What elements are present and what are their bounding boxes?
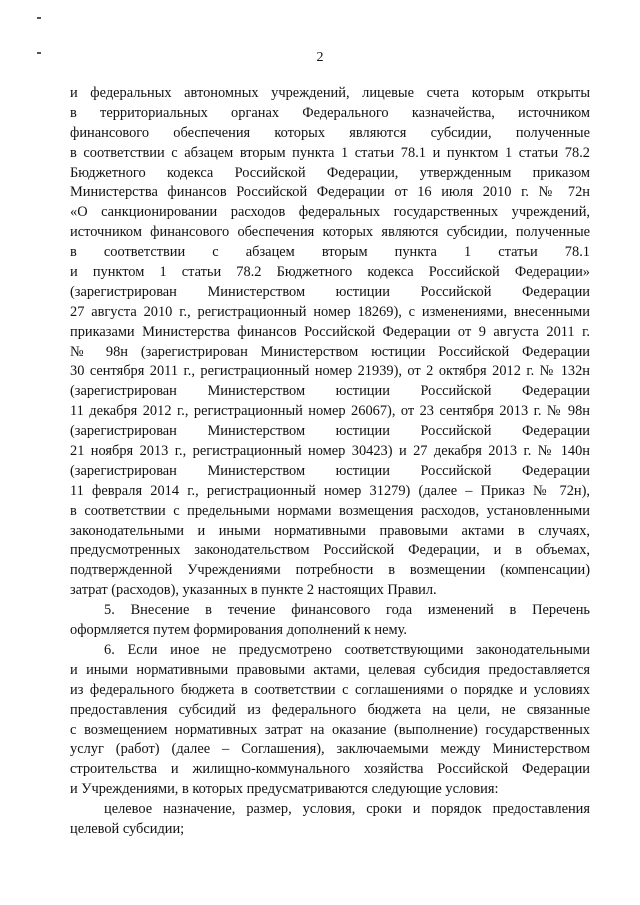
text-line: (зарегистрирован Министерством юстиции Российской Федерации <box>70 283 590 300</box>
text-line: оформляется путем формирования дополнений к нему. <box>70 622 407 639</box>
text-line: предоставления субсидий из федерального бюджета на цели, не связанные <box>70 701 590 718</box>
text-line: из федерального бюджета в соответствии с соглашениями о порядке и условиях <box>70 681 590 698</box>
text-line: 21 ноября 2013 г., регистрационный номер 30423) и 27 декабря 2013 г. № 140н <box>70 443 590 460</box>
text-line: источником финансового обеспечения которых являются субсидии, полученные <box>70 224 590 241</box>
text-line: строительства и жилищно-коммунального хозяйства Российской Федерации <box>70 761 590 778</box>
page-number: 2 <box>316 50 324 65</box>
text-line: № 98н (зарегистрирован Министерством юстиции Российской Федерации <box>70 343 590 360</box>
text-line: и федеральных автономных учреждений, лицевые счета которым открыты <box>70 85 590 101</box>
text-line: и Учреждениями, в которых предусматриваются следующие условия: <box>70 781 499 798</box>
text-line: и пунктом 1 статьи 78.2 Бюджетного кодекса Российской Федерации» <box>70 264 590 281</box>
text-line: в территориальных органах Федерального казначейства, источником <box>70 104 590 121</box>
text-line: 11 февраля 2014 г., регистрационный номер 31279) (далее – Приказ № 72н), <box>70 482 590 499</box>
text-line: (зарегистрирован Министерством юстиции Российской Федерации <box>70 462 590 479</box>
text-line: финансового обеспечения которых являются субсидии, полученные <box>70 124 590 141</box>
text-line: в соответствии с абзацем вторым пункта 1 статьи 78.1 и пунктом 1 статьи 78.2 <box>70 144 590 161</box>
text-line: с возмещением нормативных затрат на оказание (выполнение) государственных <box>70 721 590 738</box>
text-line: предусмотренных законодательством Российской Федерации, и в объемах, <box>70 542 590 559</box>
text-line: законодательными и иными нормативными правовыми актами в случаях, <box>70 522 590 539</box>
text-line: «О санкционировании расходов федеральных государственных учреждений, <box>70 204 590 221</box>
text-line: 11 декабря 2012 г., регистрационный номер 26067), от 23 сентября 2013 г. № 98н <box>70 403 590 420</box>
text-line: услуг (работ) (далее – Соглашения), заключаемыми между Министерством <box>70 741 590 758</box>
text-line: Министерства финансов Российской Федерации от 16 июля 2010 г. № 72н <box>70 184 590 201</box>
body-text <box>70 84 590 840</box>
scan-mark <box>37 17 41 19</box>
text-line: приказами Министерства финансов Российской Федерации от 9 августа 2011 г. <box>70 323 590 340</box>
text-line: и иными нормативными правовыми актами, целевая субсидия предоставляется <box>70 661 590 678</box>
text-line: 27 августа 2010 г., регистрационный номер 18269), с изменениями, внесенными <box>70 303 590 320</box>
text-line: целевой субсидии; <box>70 820 185 837</box>
text-line: 30 сентября 2011 г., регистрационный номер 21939), от 2 октября 2012 г. № 132н <box>70 363 590 380</box>
text-line: 5. Внесение в течение финансового года изменений в Перечень <box>104 602 590 619</box>
text-line: (зарегистрирован Министерством юстиции Российской Федерации <box>70 383 590 400</box>
text-line: подтвержденной Учреждениями потребности в возмещении (компенсации) <box>70 562 590 579</box>
text-line: целевое назначение, размер, условия, сроки и порядок предоставления <box>104 801 590 818</box>
text-line: 6. Если иное не предусмотрено соответствующими законодательными <box>104 641 590 658</box>
text-line: в соответствии с абзацем вторым пункта 1 статьи 78.1 <box>70 244 590 261</box>
text-line: Бюджетного кодекса Российской Федерации, утвержденным приказом <box>70 164 590 181</box>
text-line: (зарегистрирован Министерством юстиции Российской Федерации <box>70 423 590 440</box>
text-line: в соответствии с предельными нормами возмещения расходов, установленными <box>70 502 590 519</box>
text-line: затрат (расходов), указанных в пункте 2 настоящих Правил. <box>70 582 437 599</box>
